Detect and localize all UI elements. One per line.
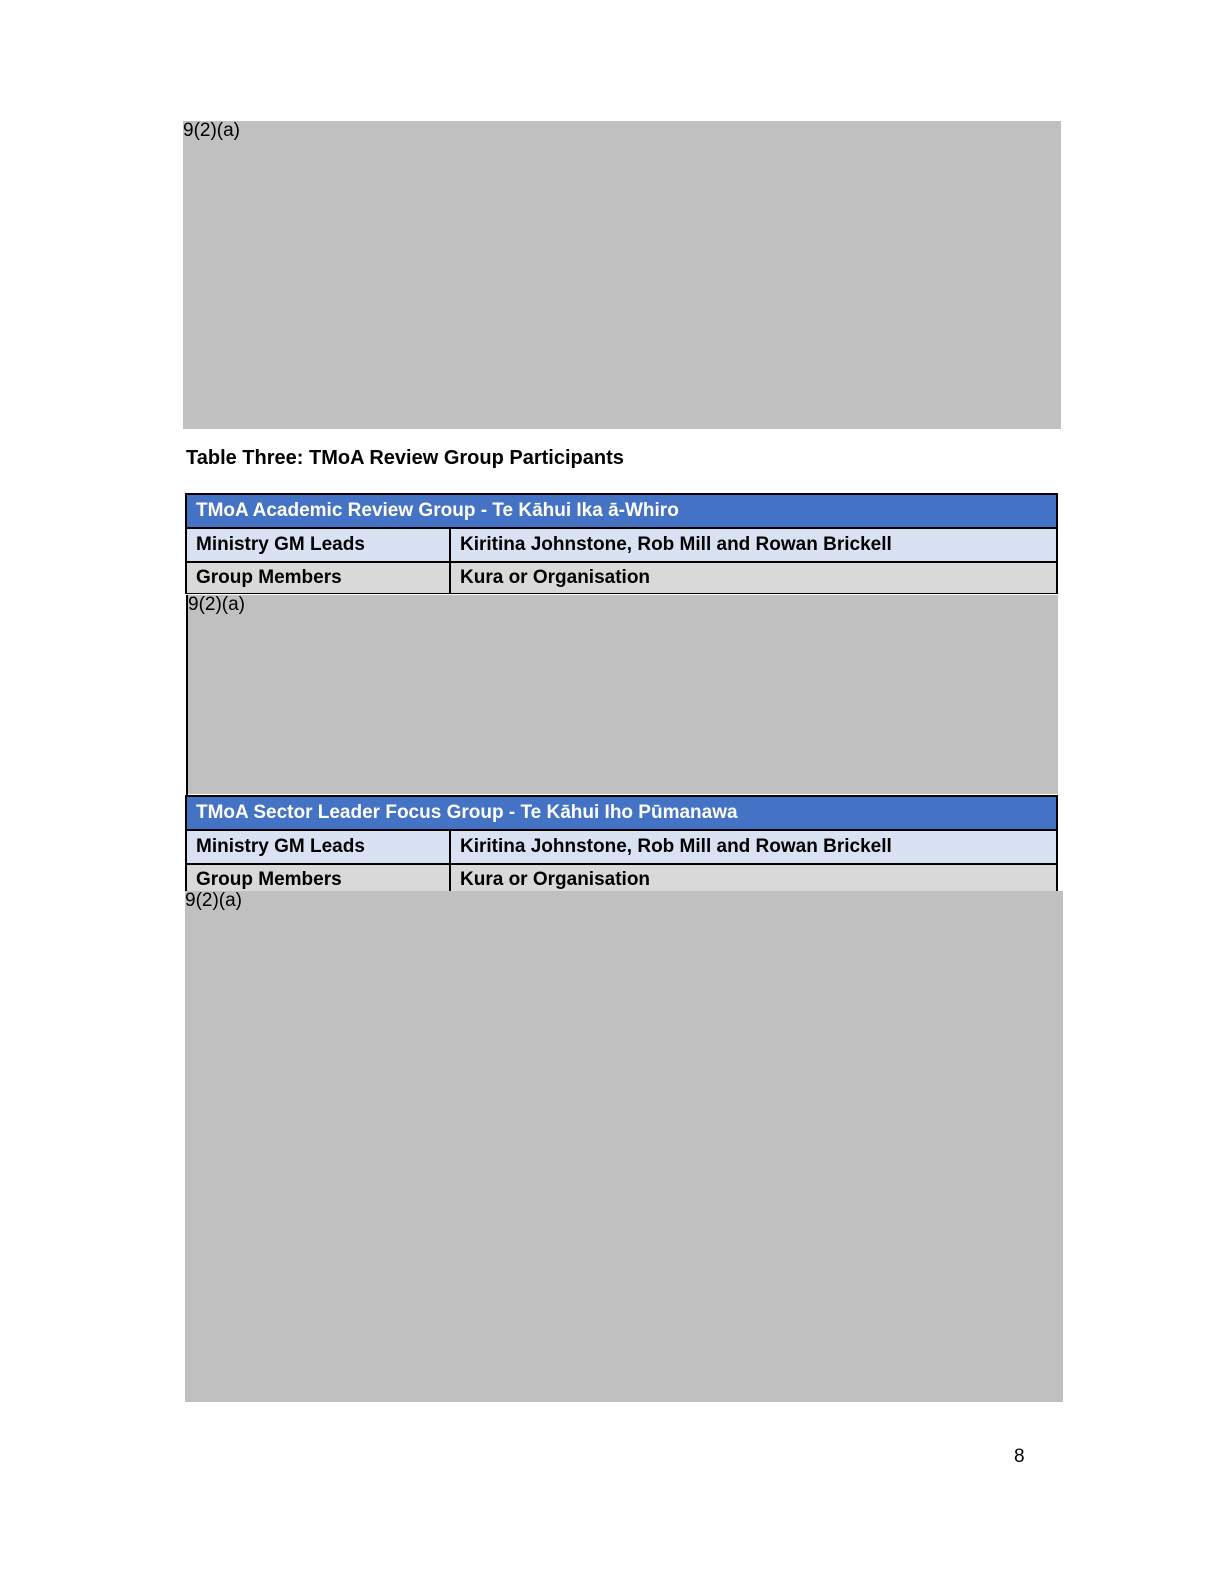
academic-group-title: TMoA Academic Review Group - Te Kāhui Ika ā-Whiro xyxy=(196,500,679,521)
sector-leader-group-table xyxy=(185,795,1058,894)
sector-members-header-row xyxy=(185,863,1058,894)
redaction-label: 9(2)(a) xyxy=(183,120,241,141)
sector-lead-label: Ministry GM Leads xyxy=(187,831,451,863)
redaction-label: 9(2)(a) xyxy=(185,890,243,911)
academic-members-value: Kura or Organisation xyxy=(460,567,651,588)
sector-members-label: Group Members xyxy=(187,865,451,894)
academic-lead-row xyxy=(185,527,1058,561)
academic-members-header-row xyxy=(185,561,1058,594)
redaction-block-bottom xyxy=(185,891,1063,1402)
academic-lead-value: Kiritina Johnstone, Rob Mill and Rowan Brickell xyxy=(460,534,892,555)
sector-members-value: Kura or Organisation xyxy=(460,868,651,890)
academic-group-header-row xyxy=(185,493,1058,527)
page-number: 8 xyxy=(1014,1446,1025,1467)
table-caption: Table Three: TMoA Review Group Participants xyxy=(186,447,624,469)
academic-members-label: Group Members xyxy=(187,563,451,593)
redaction-label: 9(2)(a) xyxy=(188,594,246,615)
academic-lead-label: Ministry GM Leads xyxy=(187,529,451,561)
redaction-block-middle xyxy=(188,595,1058,794)
sector-lead-value: Kiritina Johnstone, Rob Mill and Rowan Brickell xyxy=(460,836,892,857)
sector-group-title: TMoA Sector Leader Focus Group - Te Kāhui Iho Pūmanawa xyxy=(196,802,738,823)
sector-lead-row xyxy=(185,829,1058,863)
academic-review-group-table xyxy=(185,493,1058,594)
sector-group-header-row xyxy=(185,795,1058,829)
redaction-block-top xyxy=(183,121,1061,429)
